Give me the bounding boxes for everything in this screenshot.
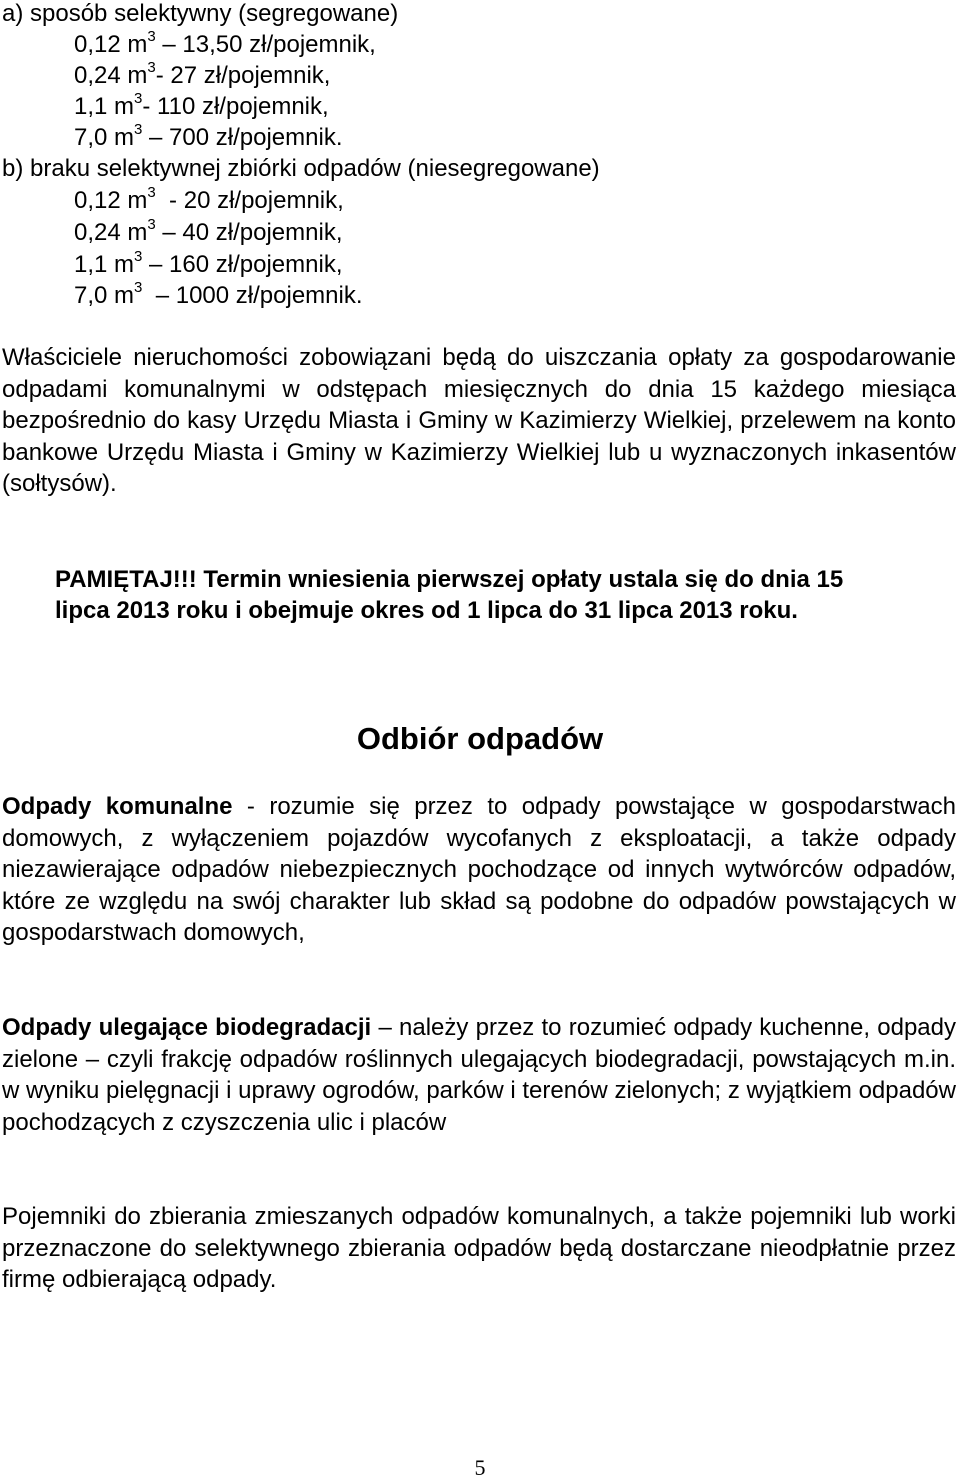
rate-line: [74, 184, 344, 215]
definition-text: – należy przez to rozumieć odpady kuchenne, odpady zielone – czyli frakcję odpadów roślinnych ulegających biodegradacji, powstających m.in. w wyniku pielęgnacji i uprawy ogrodów, parków i terenów zielonych; z wyjątkiem odpadów pochodzących z czyszczenia ulic i placów: [2, 1014, 957, 1136]
rate-volume: 0,24 m: [74, 62, 148, 89]
rate-volume: 7,0 m: [74, 124, 135, 151]
rate-exponent: 3: [147, 28, 156, 45]
rate-volume: 0,24 m: [74, 219, 148, 246]
notice-line: PAMIĘTAJ!!! Termin wniesienia pierwszej opłaty ustala się do dnia 15: [55, 566, 844, 593]
rate-volume: 1,1 m: [74, 93, 135, 120]
rate-line: [74, 28, 376, 59]
rate-exponent: 3: [147, 184, 156, 201]
non-selective-heading: b) braku selektywnej zbiórki odpadów (niesegregowane): [2, 155, 600, 182]
definition-term: Odpady komunalne: [2, 793, 233, 820]
rate-exponent: 3: [147, 216, 156, 233]
definition-term: Odpady ulegające biodegradacji: [2, 1014, 372, 1041]
rate-exponent: 3: [134, 121, 143, 138]
rate-volume: 7,0 m: [74, 282, 135, 309]
rate-volume: 1,1 m: [74, 251, 135, 278]
rate-line: [74, 59, 331, 90]
rate-exponent: 3: [147, 59, 156, 76]
rate-price: – 13,50 zł/pojemnik,: [155, 31, 376, 58]
rate-line: [74, 121, 343, 152]
rate-exponent: 3: [134, 279, 143, 296]
definition-text: - rozumie się przez to odpady powstające w gospodarstwach domowych, z wyłączeniem pojazdów wycofanych z eksploatacji, a także odpady niezawierające odpadów niebezpiecznych pochodzące od innych wytwórców odpadów, które ze względu na swój charakter lub skład są podobne do odpadów powstających w gospodarstwach domowych,: [2, 793, 956, 946]
rate-line: [74, 279, 363, 310]
rate-price: - 20 zł/pojemnik,: [155, 187, 344, 214]
rate-price: - 27 zł/pojemnik,: [155, 62, 331, 89]
definition-municipal-waste: [2, 791, 956, 949]
notice-line: lipca 2013 roku i obejmuje okres od 1 lipca do 31 lipca 2013 roku.: [55, 597, 798, 624]
rate-price: – 40 zł/pojemnik,: [155, 219, 343, 246]
rate-line: [74, 248, 343, 279]
rate-line: [74, 90, 329, 121]
rate-line: [74, 216, 343, 247]
page-number: 5: [474, 1455, 486, 1480]
rate-price: – 1000 zł/pojemnik.: [142, 282, 363, 309]
definition-biodegradable-waste: [2, 1012, 956, 1138]
rate-price: - 110 zł/pojemnik,: [142, 93, 329, 120]
rate-volume: 0,12 m: [74, 187, 148, 214]
payment-paragraph: Właściciele nieruchomości zobowiązani będą do uiszczania opłaty za gospodarowanie odpadami komunalnymi w odstępach miesięcznych do dnia 15 każdego miesiąca bezpośrednio do kasy Urzędu Miasta i Gminy w Kazimierzy Wielkiej, przelewem na konto bankowe Urzędu Miasta i Gminy w Kazimierzy Wielkiej lub u wyznaczonych inkasentów (sołtysów).: [2, 344, 956, 497]
rate-price: – 700 zł/pojemnik.: [142, 124, 343, 151]
rate-exponent: 3: [134, 90, 143, 107]
section-title: Odbiór odpadów: [356, 721, 604, 756]
containers-paragraph: Pojemniki do zbierania zmieszanych odpadów komunalnych, a także pojemniki lub worki przeznaczone do selektywnego zbierania odpadów będą dostarczane nieodpłatnie przez firmę odbierającą odpady.: [2, 1203, 956, 1293]
rate-price: – 160 zł/pojemnik,: [142, 251, 343, 278]
rate-volume: 0,12 m: [74, 31, 148, 58]
selective-heading: a) sposób selektywny (segregowane): [2, 0, 399, 27]
payment-deadline-notice: [55, 564, 935, 626]
rate-exponent: 3: [134, 248, 143, 265]
